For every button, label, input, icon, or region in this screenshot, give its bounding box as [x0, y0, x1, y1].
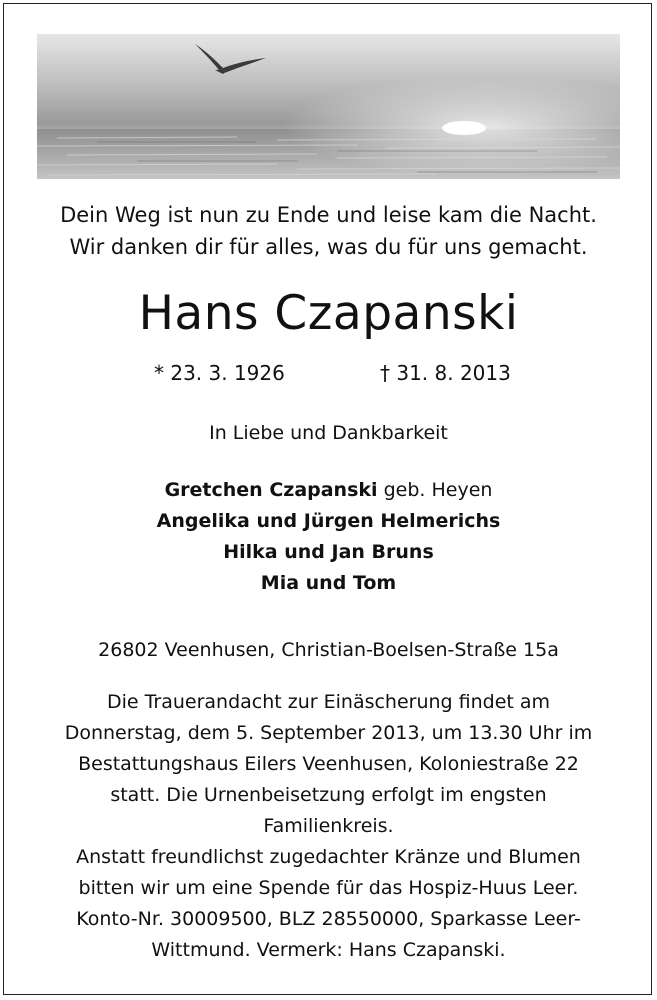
mourner-name: Hilka und Jan Bruns	[223, 541, 434, 563]
mourner-name: Gretchen Czapanski	[164, 479, 378, 501]
mourner-line	[0, 475, 657, 506]
notice-line: Die Trauerandacht zur Einäscherung findet am	[106, 691, 551, 713]
dedication: In Liebe und Dankbarkeit	[209, 422, 448, 444]
verse-line: Wir danken dir für alles, was du für uns gemacht.	[69, 235, 588, 259]
address: 26802 Veenhusen, Christian-Boelsen-Straße 15a	[98, 639, 559, 661]
notice-line: Konto-Nr. 30009500, BLZ 28550000, Sparkasse Leer-	[76, 908, 581, 930]
mourner-line	[0, 506, 657, 537]
seagull-over-sea-sunset-image	[37, 34, 620, 179]
notice-line: statt. Die Urnenbeisetzung erfolgt im engsten	[110, 784, 547, 806]
verse-line: Dein Weg ist nun zu Ende und leise kam die Nacht.	[60, 203, 597, 227]
verse	[0, 199, 657, 263]
notice-line: Donnerstag, dem 5. September 2013, um 13.30 Uhr im	[64, 722, 593, 744]
mourner-line	[0, 568, 657, 599]
notice-line: Bestattungshaus Eilers Veenhusen, Koloniestraße 22	[78, 753, 579, 775]
notice-line: Anstatt freundlichst zugedachter Kränze und Blumen	[76, 846, 581, 868]
mourner-name: Mia und Tom	[260, 572, 397, 594]
deceased-name: Hans Czapanski	[138, 286, 519, 341]
mourners-list	[0, 475, 657, 599]
funeral-notice	[0, 687, 657, 966]
mourner-line	[0, 537, 657, 568]
mourner-name: Angelika und Jürgen Helmerichs	[156, 510, 501, 532]
mourner-suffix: geb. Heyen	[377, 479, 493, 501]
notice-line: bitten wir um eine Spende für das Hospiz-Huus Leer.	[78, 877, 579, 899]
notice-line: Familienkreis.	[263, 815, 394, 837]
birth-date: * 23. 3. 1926	[154, 361, 285, 385]
notice-line: Wittmund. Vermerk: Hans Czapanski.	[151, 939, 506, 961]
death-date: † 31. 8. 2013	[380, 361, 511, 385]
